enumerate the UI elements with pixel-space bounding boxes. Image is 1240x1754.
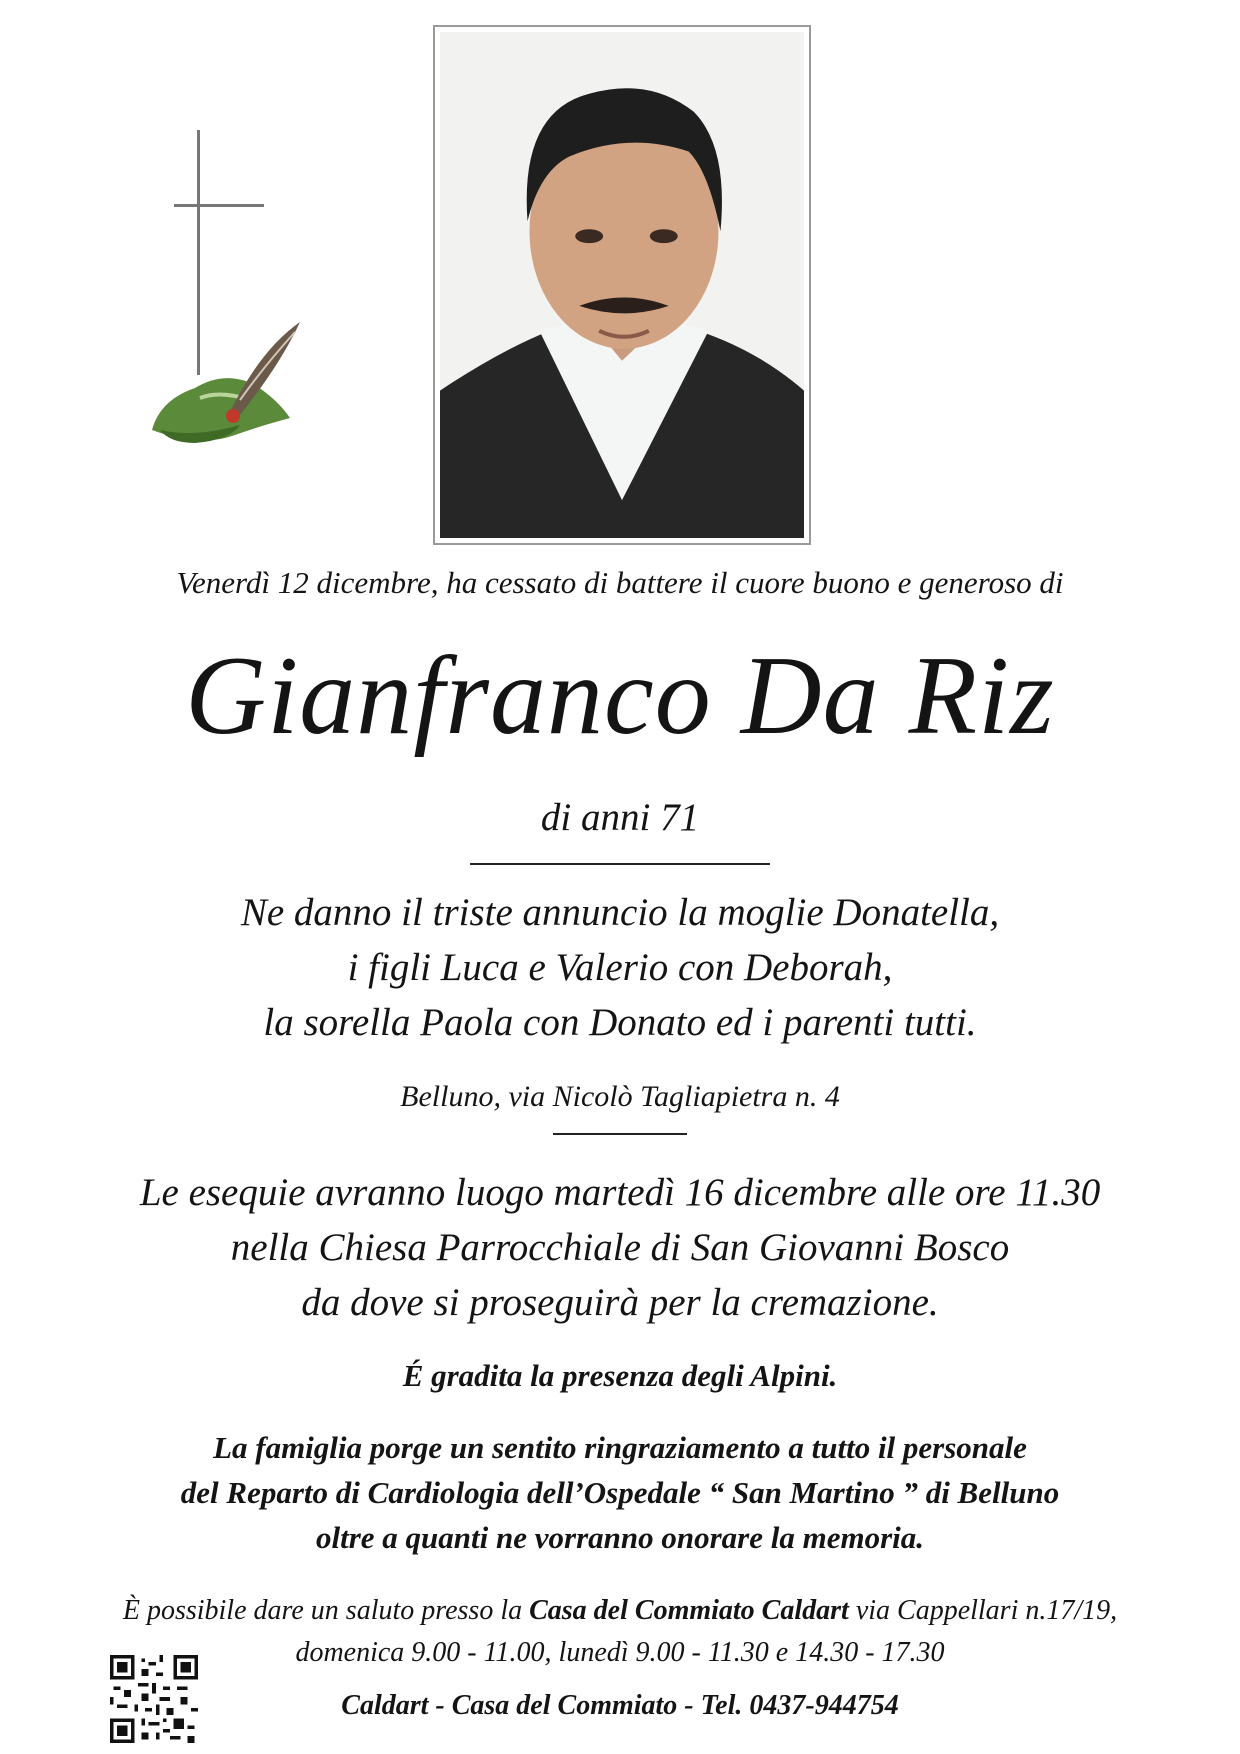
family-announcement [0, 885, 1240, 1050]
divider [470, 863, 770, 865]
visitation-prefix: È possibile dare un saluto presso la [122, 1595, 530, 1626]
funeral-details [0, 1165, 1240, 1330]
visitation-suffix: via Cappellari n.17/19, [848, 1595, 1118, 1626]
divider [553, 1133, 687, 1135]
cross-with-alpine-hat-icon [140, 100, 320, 470]
thanks-line: oltre a quanti ne vorranno onorare la memoria. [315, 1520, 925, 1555]
thanks-line: del Reparto di Cardiologia dell’Ospedale “ San Martino ” di Belluno [180, 1475, 1060, 1510]
family-line: Ne danno il triste annuncio la moglie Donatella, [240, 891, 1000, 934]
intro-text: Venerdì 12 dicembre, ha cessato di battere il cuore buono e generoso di [176, 565, 1064, 600]
family-line: la sorella Paola con Donato ed i parenti tutti. [263, 1001, 977, 1044]
visitation-place: Casa del Commiato Caldart [529, 1595, 849, 1626]
thanks-line: La famiglia porge un sentito ringraziamento a tutto il personale [213, 1430, 1027, 1465]
family-line: i figli Luca e Valerio con Deborah, [347, 946, 893, 989]
funeral-home-contact: Caldart - Casa del Commiato - Tel. 0437-944754 [341, 1690, 899, 1721]
age-text: di anni 71 [540, 796, 700, 839]
funeral-line: da dove si proseguirà per la cremazione. [301, 1281, 939, 1324]
home-address: Belluno, via Nicolò Tagliapietra n. 4 [400, 1080, 840, 1113]
thanks-message [0, 1425, 1240, 1560]
funeral-line: Le esequie avranno luogo martedì 16 dicembre alle ore 11.30 [139, 1171, 1101, 1214]
visitation-line [0, 1590, 1240, 1632]
alpini-note: É gradita la presenza degli Alpini. [402, 1358, 838, 1393]
visitation-hours: domenica 9.00 - 11.00, lunedì 9.00 - 11.30 e 14.30 - 17.30 [295, 1637, 945, 1668]
portrait-photo [433, 25, 811, 545]
funeral-line: nella Chiesa Parrocchiale di San Giovanni Bosco [230, 1226, 1010, 1269]
deceased-name: Gianfranco Da Riz [185, 634, 1055, 758]
